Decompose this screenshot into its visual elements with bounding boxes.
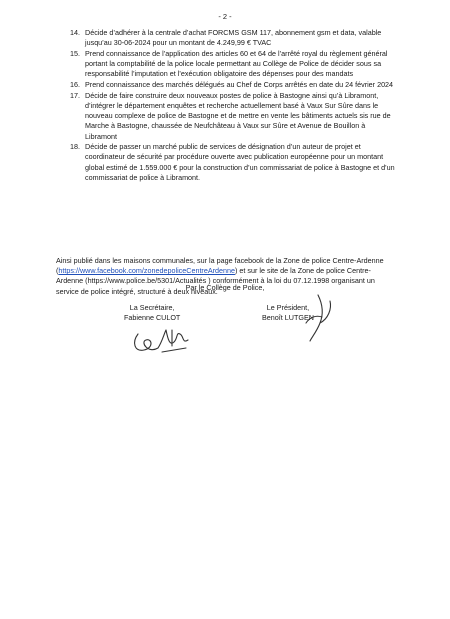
publication-text-before: Ainsi publié dans les maisons communales, sur la page facebook de la Zone de police Centre-Ardenne (: [56, 256, 384, 276]
item-number: 18.: [70, 142, 80, 152]
item-number: 14.: [70, 28, 80, 37]
list-item: [70, 142, 396, 183]
decision-list: [70, 28, 396, 184]
item-number: 17.: [70, 90, 80, 100]
secretary-title: La Secrétaire,: [129, 303, 175, 312]
item-text: Décide d’adhérer à la centrale d’achat FORCMS GSM 117, abonnement gsm et data, valable jusqu’au 30-06-2024 pour un montant de 4.249,99 € TVAC: [85, 28, 382, 48]
list-item: [70, 28, 396, 48]
secretary-name: Fabienne CULOT: [124, 312, 181, 322]
secretary-handwritten-signature: [128, 312, 192, 356]
publication-text-after: ) et sur le site de la Zone de police Centre-Ardenne (https://www.police.be/5301/Actualités ) conformément à la loi du 07.12.1998 organisant un service de police intégré, structuré à deux niveaux.: [56, 266, 375, 296]
item-text: Décide de passer un marché public de services de désignation d’un auteur de projet et coordinateur de sécurité par procédure ouverte avec publication européenne pour un montant global estimé de 1.559.000 € pour la construction d’un commissariat de police à Bastogne et d’un commissariat de police à Libramont.: [85, 142, 395, 182]
president-name: Benoît LUTGEN: [262, 312, 314, 322]
item-number: 16.: [70, 80, 80, 90]
item-number: 15.: [70, 48, 80, 58]
list-item: [70, 91, 396, 142]
item-text: Prend connaissance des marchés délégués au Chef de Corps arrêtés en date du 24 février 2024: [85, 80, 394, 90]
item-text: Décide de faire construire deux nouveaux postes de police à Bastogne ainsi qu’à Libramont, d’intégrer le département enquêtes et recherche actuellement basé à Vaux Sur Sûre dans le nouveau complexe de police de Bastogne et de mettre en vente les bâtiments actuels sis rue de Marche à Bastogne, chaussée de Neufchâteau à Vaux sur Sûre et Avenue de Bouillon à Libramont: [85, 90, 391, 141]
list-item: [70, 49, 396, 80]
item-text: Prend connaissance de l’application des articles 60 et 64 de l’arrêté royal du règlement général portant la comptabilité de la police locale permettant au Collège de Police de décider sous sa responsabilité l’imputation et l’exécution obligatoire des dépenses pour des mandats: [85, 48, 388, 79]
president-handwritten-signature: [270, 293, 350, 343]
page-number: - 2 -: [218, 12, 232, 21]
list-item: [70, 80, 396, 90]
college-line: Par le Collège de Police,: [185, 283, 265, 292]
facebook-link[interactable]: https://www.facebook.com/zonedepoliceCentreArdenne: [58, 266, 236, 276]
president-title: Le Président,: [266, 303, 310, 312]
